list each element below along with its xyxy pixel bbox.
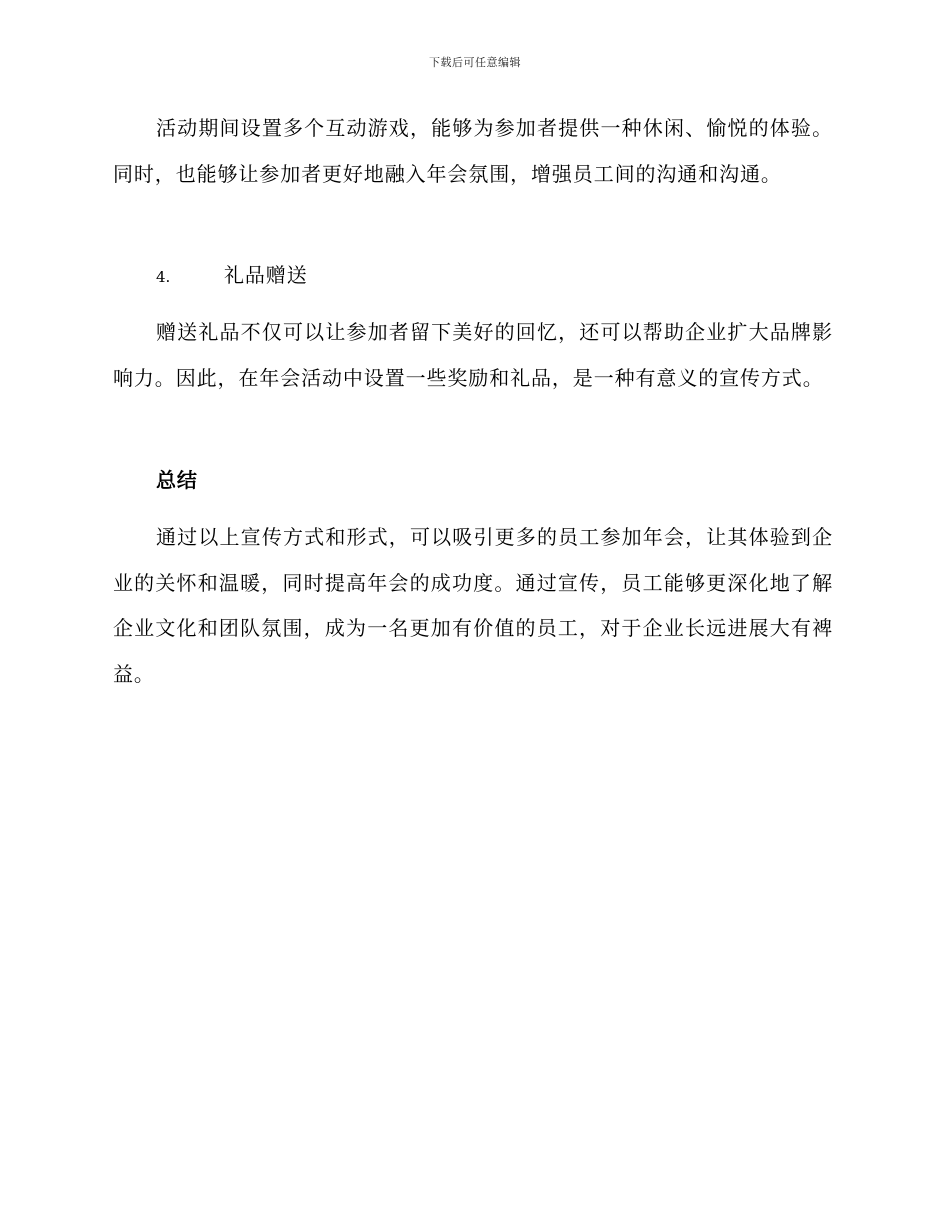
header-note: 下载后可任意编辑: [429, 56, 521, 69]
list-item-gift-giving: [156, 253, 308, 300]
list-item-label: 礼品赠送: [224, 263, 308, 287]
summary-heading: 总结: [156, 468, 198, 492]
paragraph-summary: 通过以上宣传方式和形式，可以吸引更多的员工参加年会，让其体验到企业的关怀和温暖，同时提高年会的成功度。通过宣传，员工能够更深化地了解企业文化和团队氛围，成为一名更加有价值的员工，对于企业长远进展大有裨益。: [113, 525, 833, 686]
list-item-number: 4.: [156, 268, 171, 286]
paragraph-interactive-games: 活动期间设置多个互动游戏，能够为参加者提供一种休闲、愉悦的体验。同时，也能够让参加者更好地融入年会氛围，增强员工间的沟通和沟通。: [113, 116, 833, 186]
paragraph-gift-giving: 赠送礼品不仅可以让参加者留下美好的回忆，还可以帮助企业扩大品牌影响力。因此，在年会活动中设置一些奖励和礼品，是一种有意义的宣传方式。: [113, 320, 833, 390]
